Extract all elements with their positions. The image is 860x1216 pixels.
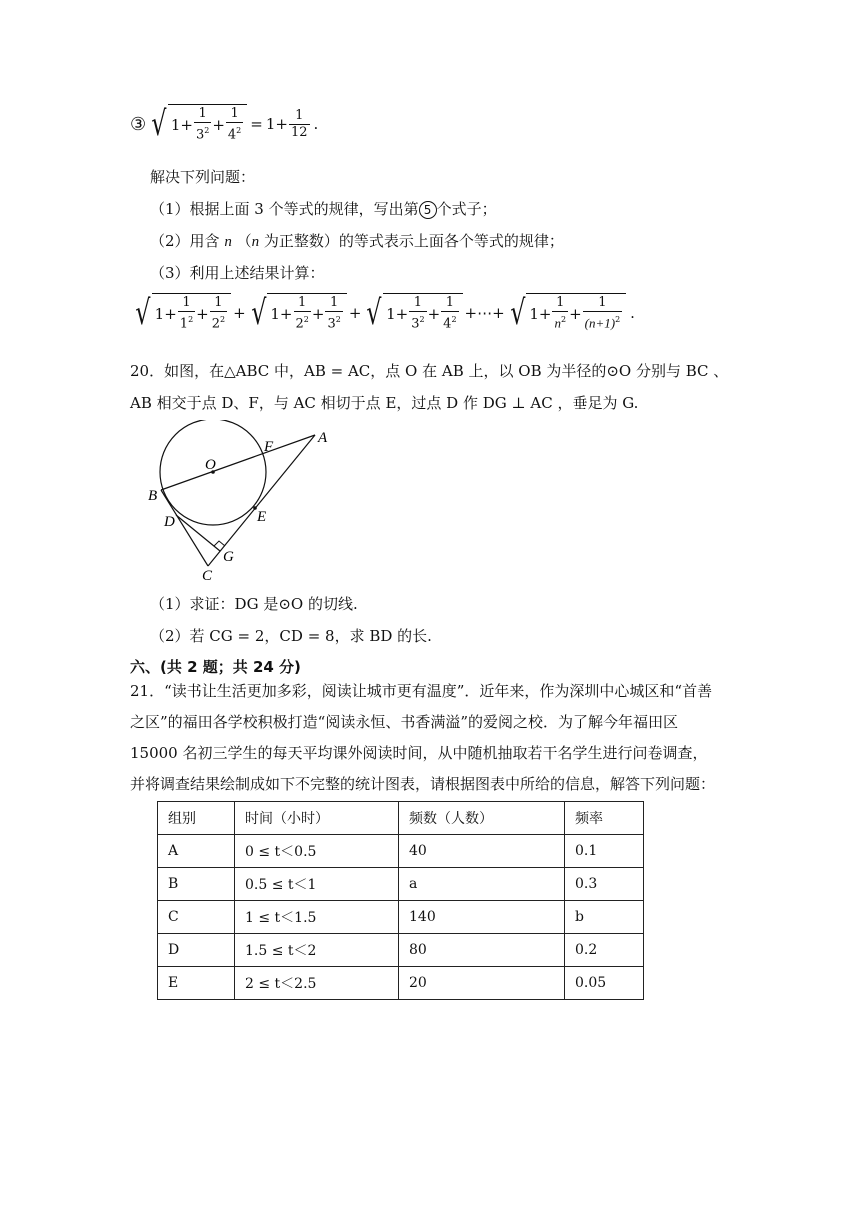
table-row: C 1 ≤ t＜1.5 140 b (158, 901, 644, 934)
table-row: A 0 ≤ t＜0.5 40 0.1 (158, 835, 644, 868)
header-rate: 频率 (565, 802, 644, 835)
problem-20-sub1: （1）求证：DG 是⊙O 的切线. (150, 595, 358, 613)
geometry-figure (140, 420, 360, 585)
header-group: 组别 (158, 802, 235, 835)
section-6-heading: 六、(共 2 题；共 24 分) (130, 658, 301, 676)
question-1: （1）根据上面 3 个等式的规律，写出第 5 个式子； (150, 200, 497, 218)
frequency-table (157, 801, 644, 1000)
problem-20-sub2: （2）若 CG = 2，CD = 8，求 BD 的长. (150, 627, 432, 645)
problem-21-line4: 并将调查结果绘制成如下不完整的统计图表，请根据图表中所给的信息，解答下列问题： (130, 775, 716, 793)
label-G: G (223, 549, 234, 565)
table-row: D 1.5 ≤ t＜2 80 0.2 (158, 934, 644, 967)
problem-21-line2: 之区”的福田各学校积极打造“阅读永恒、书香满溢”的爱阅之校．为了解今年福田区 (130, 713, 679, 731)
label-B: B (148, 488, 158, 504)
label-E: E (257, 509, 267, 525)
equation-3: ③ √ 1 + $\frac{1}{3^2}$ + $\frac{1}{4^2}$ = 1 + $\frac{1}{12}$ . (130, 104, 319, 144)
label-A: A (318, 430, 328, 446)
problem-21-line3: 15000 名初三学生的每天平均课外阅读时间，从中随机抽取若干名学生进行问卷调查， (130, 744, 708, 762)
table-row: E 2 ≤ t＜2.5 20 0.05 (158, 967, 644, 1000)
question-3: （3）利用上述结果计算： (150, 264, 325, 282)
header-time: 时间（小时） (235, 802, 399, 835)
header-frequency: 频数（人数） (399, 802, 565, 835)
problem-20-line1: 20．如图，在△ABC 中，AB = AC，点 O 在 AB 上，以 OB 为半径的⊙O 分别与 BC 、 (130, 362, 729, 380)
table-row: B 0.5 ≤ t＜1 a 0.3 (158, 868, 644, 901)
label-C: C (202, 568, 213, 584)
table-header-row (158, 802, 644, 835)
resolve-heading: 解决下列问题： (150, 168, 256, 186)
label-F: F (264, 439, 274, 455)
equation-3-radical: √ 1 + $\frac{1}{3^2}$ + $\frac{1}{4^2}$ (148, 104, 247, 144)
circle-number-5: 5 (419, 201, 437, 219)
problem-21-line1: 21．“读书让生活更加多彩，阅读让城市更有温度”．近年来，作为深圳中心城区和“首善 (130, 682, 713, 700)
problem-20-line2: AB 相交于点 D、F，与 AC 相切于点 E，过点 D 作 DG ⊥ AC ，垂足为 G. (130, 394, 639, 412)
label-O: O (205, 457, 216, 473)
question-2: （2）用含 n （n 为正整数）的等式表示上面各个等式的规律； (150, 232, 564, 250)
equation-3-label: ③ (130, 113, 147, 135)
sum-expression: √ 1+ $\frac{1}{1^2}$ + $\frac{1}{2^2}$ + √ 1+ $\frac{1}{2^2}$ + $\frac{1}{3^2}$ + √ 1+ $\frac{1}{3^2}$ + $\frac{1}{4^2}$ +⋯+ √ 1+ $\frac{1}{n^2}$ + $\frac{1}{(n+1)^2}$ . (135, 293, 635, 333)
label-D: D (164, 514, 175, 530)
